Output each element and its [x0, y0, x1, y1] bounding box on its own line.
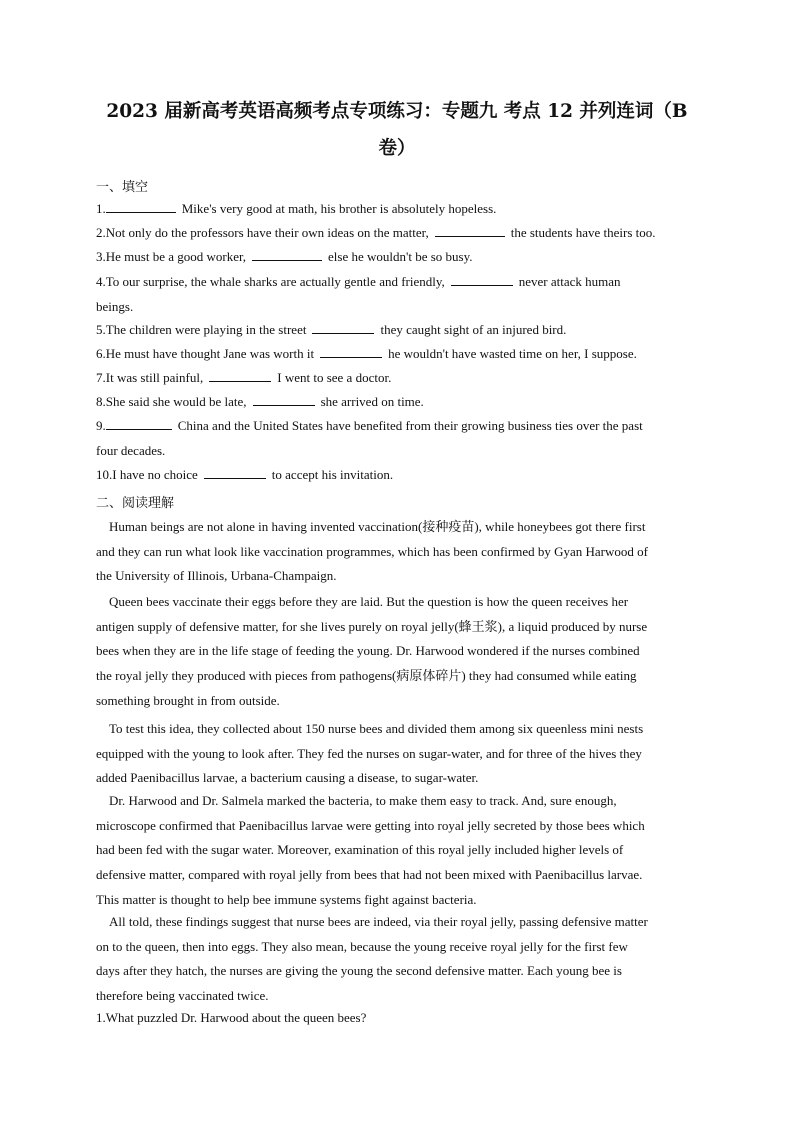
passage-paragraph-3: To test this idea, they collected about 150 nurse bees and divided them among six queenless mini nests equipped with the young to look after. They fed the nurses on sugar-water, and for three of the hives they added Paenibacillus larvae, a bacterium causing a disease, to sugar-water. — [96, 721, 644, 786]
answer-blank[interactable] — [209, 369, 271, 382]
passage-paragraph-1: Human beings are not alone in having invented vaccination(接种疫苗), while honeybees got there first and they can run what look like vaccination programmes, which has been confirmed by Gyan Harwood of the University of Illinois, Urbana-Champaign. — [96, 519, 648, 584]
section-heading-reading: 二、阅读理解 — [96, 496, 175, 511]
answer-blank[interactable] — [252, 248, 322, 261]
answer-blank[interactable] — [320, 345, 382, 358]
answer-blank[interactable] — [106, 417, 172, 430]
question-10: 10.I have no choice to accept his invitation. — [96, 467, 394, 482]
section-heading-fill-blank: 一、填空 — [96, 180, 149, 195]
page-title — [96, 93, 698, 167]
passage-paragraph-4: Dr. Harwood and Dr. Salmela marked the bacteria, to make them easy to track. And, sure enough, microscope confirmed that Paenibacillus larvae were getting into royal jelly secreted by those bees which had been fed with the sugar water. Moreover, examination of this royal jelly included higher levels of defensive matter, compared with royal jelly from bees that had not been mixed with Paenibacillus larvae. This matter is thought to help bee immune systems fight against bacteria. — [96, 793, 645, 907]
answer-blank[interactable] — [106, 200, 176, 213]
answer-blank[interactable] — [253, 393, 315, 406]
question-6: 6.He must have thought Jane was worth it he wouldn't have wasted time on her, I suppose. — [96, 346, 637, 361]
answer-blank[interactable] — [451, 273, 513, 286]
answer-blank[interactable] — [204, 466, 266, 479]
question-9: 9. China and the United States have benefited from their growing business ties over the past four decades. — [96, 418, 643, 458]
passage-paragraph-2: Queen bees vaccinate their eggs before they are laid. But the question is how the queen receives her antigen supply of defensive matter, for she lives purely on royal jelly(蜂王浆), a liquid produced by nurse bees when they are in the life stage of feeding the young. Dr. Harwood wondered if the nurses combined the royal jelly they produced with pieces from pathogens(病原体碎片) they had consumed while eating something brought in from outside. — [96, 594, 648, 708]
question-7: 7.It was still painful, I went to see a doctor. — [96, 370, 392, 385]
answer-blank[interactable] — [435, 224, 505, 237]
question-4: 4.To our surprise, the whale sharks are actually gentle and friendly, never attack human beings. — [96, 274, 621, 314]
question-2: 2.Not only do the professors have their own ideas on the matter, the students have theirs too. — [96, 225, 656, 240]
question-5: 5.The children were playing in the street they caught sight of an injured bird. — [96, 322, 567, 337]
title-line-1: 2023 届新高考英语高频考点专项练习：专题九 考点 12 并列连词（B — [106, 101, 688, 122]
answer-blank[interactable] — [312, 321, 374, 334]
title-line-2: 卷） — [378, 138, 416, 159]
reading-question-1: 1.What puzzled Dr. Harwood about the queen bees? — [96, 1010, 367, 1025]
question-1: 1. Mike's very good at math, his brother is absolutely hopeless. — [96, 201, 497, 216]
question-8: 8.She said she would be late, she arrived on time. — [96, 394, 424, 409]
question-3: 3.He must be a good worker, else he wouldn't be so busy. — [96, 249, 473, 264]
passage-paragraph-5: All told, these findings suggest that nurse bees are indeed, via their royal jelly, passing defensive matter on to the queen, then into eggs. They also mean, because the young receive royal jelly for the first few days after they hatch, the nurses are giving the young the second defensive matter. Each young bee is therefore being vaccinated twice. — [96, 914, 648, 1004]
